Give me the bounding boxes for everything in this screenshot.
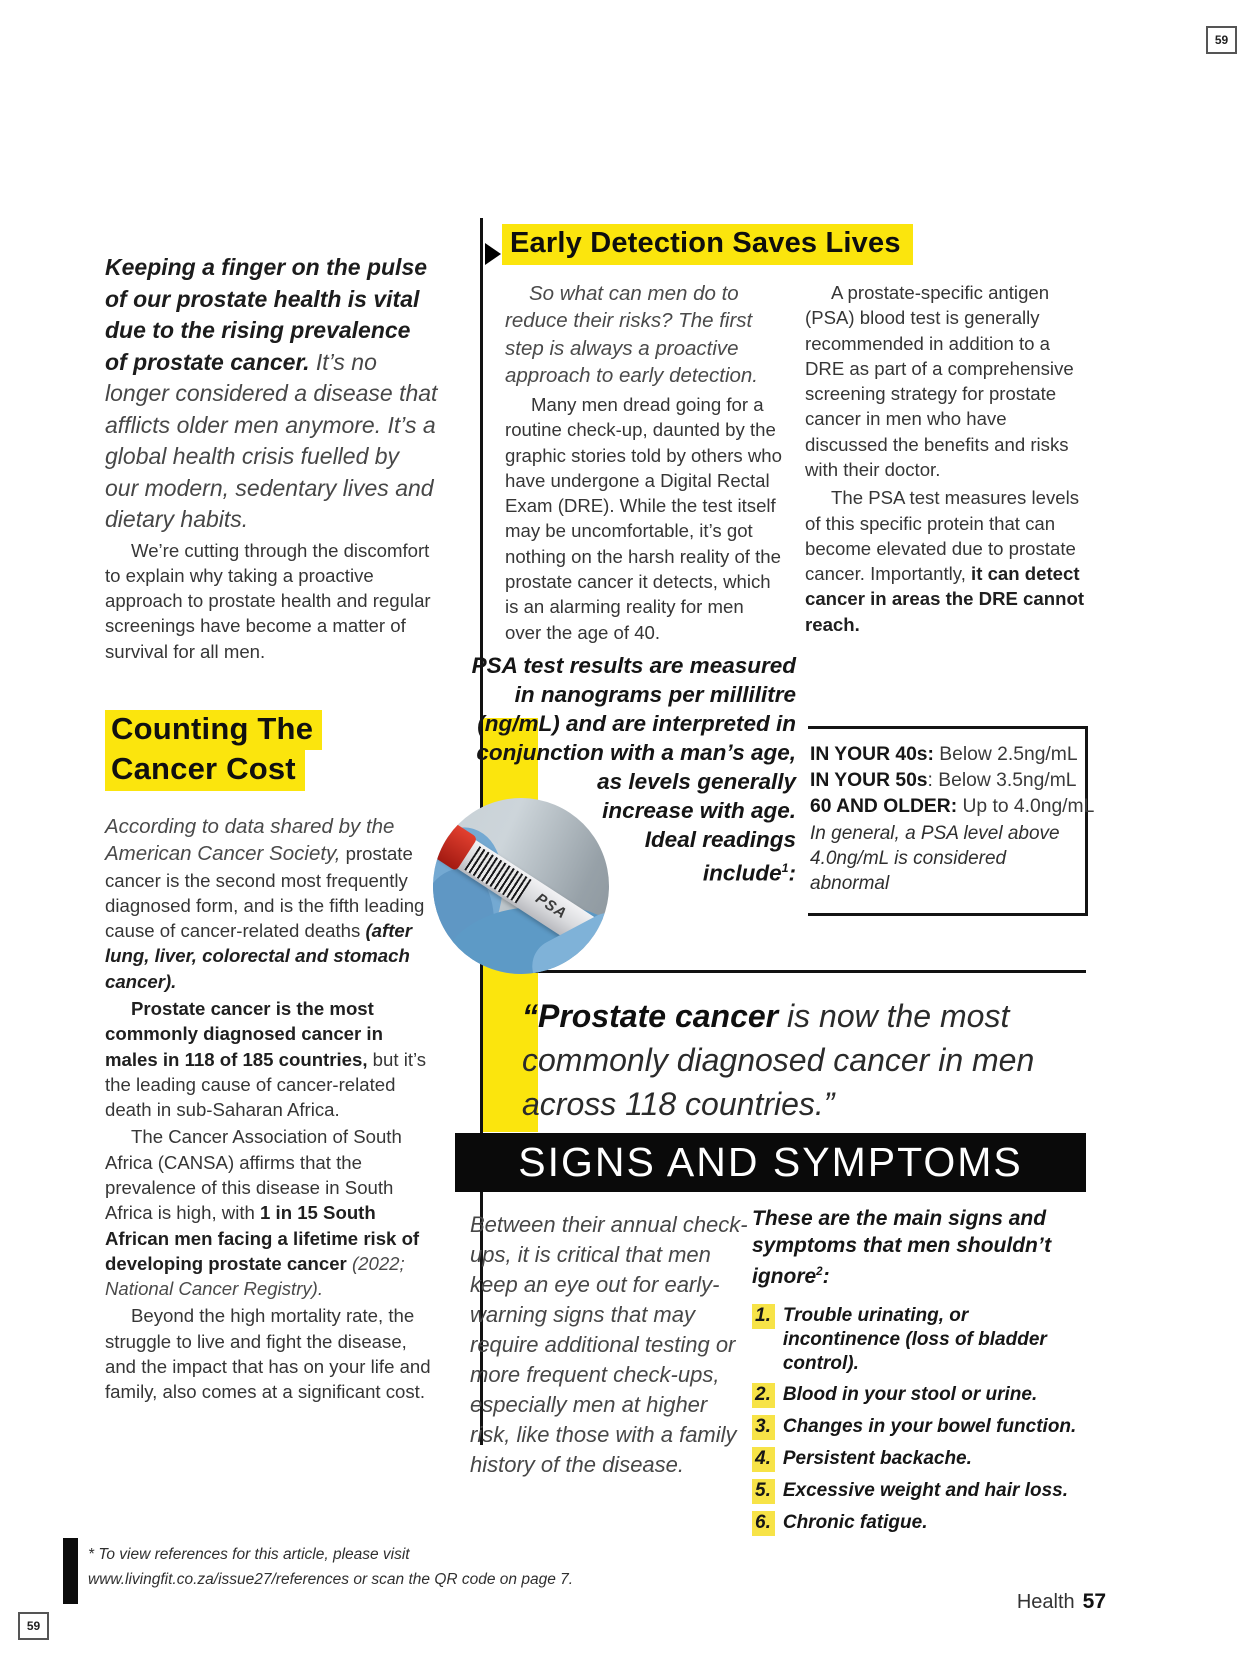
signs-intro-text: These are the main signs and symptoms that men shouldn’t ignore bbox=[752, 1207, 1052, 1288]
symptom-item bbox=[752, 1383, 1090, 1408]
counting-paragraph-3 bbox=[105, 1124, 438, 1301]
heading-line-2: Cancer Cost bbox=[105, 750, 305, 791]
page-corner-tag-top: 59 bbox=[1206, 26, 1237, 54]
signs-intro bbox=[752, 1205, 1090, 1290]
footnote-line-1: * To view references for this article, please visit bbox=[88, 1546, 410, 1563]
counting-p2-bold: Prostate cancer is the most commonly diagnosed cancer in males in 118 of 185 countries, bbox=[105, 997, 383, 1070]
symptom-text: Excessive weight and hair loss. bbox=[782, 1480, 1068, 1501]
symptom-number-badge: 6. bbox=[752, 1511, 775, 1536]
symptom-text: Changes in your bowel function. bbox=[782, 1416, 1077, 1437]
symptom-item bbox=[752, 1304, 1090, 1376]
psa-callout-text: PSA test results are measured in nanograms per millilitre (ng/mL) and are interpreted in conjunction with a man’s age, as levels generally increase with age. Ideal readings include bbox=[471, 653, 796, 886]
early-col2-paragraph-1: A prostate-specific antigen (PSA) blood test is generally recommended in addition to a DRE as part of a comprehensive screening strategy for prostate cancer in men who have discussed the benefits and risks with their doctor. bbox=[805, 282, 1074, 480]
psa-reading-value: : Below 3.5ng/mL bbox=[927, 770, 1077, 791]
footer-page-number: 57 bbox=[1082, 1590, 1106, 1613]
page-corner-tag-bottom: 59 bbox=[18, 1612, 49, 1640]
psa-reading-label: 60 AND OLDER: bbox=[810, 796, 958, 817]
psa-reading-row bbox=[810, 794, 1095, 820]
early-col2-paragraph-2 bbox=[805, 485, 1093, 637]
signs-symptoms-banner bbox=[455, 1133, 1086, 1192]
signs-intro-suffix: : bbox=[822, 1265, 830, 1288]
pull-quote bbox=[522, 994, 1090, 1126]
symptom-text: Chronic fatigue. bbox=[782, 1512, 928, 1533]
early-detection-col-2 bbox=[805, 280, 1093, 645]
symptom-text: Persistent backache. bbox=[782, 1448, 972, 1469]
intro-lead-bold: Keeping a finger on the pulse of our prostate health is vital due to the rising prevalence of prostate cancer. bbox=[105, 254, 428, 375]
symptom-number-badge: 2. bbox=[752, 1383, 775, 1408]
psa-callout-superscript: 1 bbox=[781, 861, 789, 875]
psa-readings-rows bbox=[810, 742, 1095, 820]
counting-p3-italic: (2022; National Cancer Registry). bbox=[105, 1252, 405, 1300]
early-col1-paragraph: Many men dread going for a routine check-up, daunted by the graphic stories told by others who have undergone a Digital Rectal Exam (DRE). While the test itself may be uncomfortable, it’s got nothing on the harsh reality of the prostate cancer it detects, which is an alarming reality for men over the age of 40. bbox=[505, 394, 782, 643]
psa-reading-row bbox=[810, 742, 1085, 768]
arrow-right-icon bbox=[485, 243, 501, 265]
symptom-number-badge: 5. bbox=[752, 1479, 775, 1504]
symptom-text: Blood in your stool or urine. bbox=[782, 1384, 1038, 1405]
test-tube-label: PSA bbox=[532, 890, 571, 923]
early-col2-p2-start: The PSA test measures levels of this specific protein that can become elevated due to prostate cancer. Importantly, bbox=[805, 487, 1080, 585]
counting-paragraph-2 bbox=[105, 996, 438, 1122]
psa-reading-value: Below 2.5ng/mL bbox=[933, 744, 1078, 765]
footnote-line-2: www.livingfit.co.za/issue27/references or scan the QR code on page 7. bbox=[88, 1571, 574, 1588]
symptom-list bbox=[752, 1304, 1090, 1536]
symptom-item bbox=[752, 1415, 1090, 1440]
symptom-item bbox=[752, 1511, 1090, 1536]
signs-symptoms-banner-text: SIGNS AND SYMPTOMS bbox=[518, 1139, 1023, 1185]
psa-readings-box bbox=[808, 726, 1095, 916]
footer-section-name: Health bbox=[1016, 1591, 1075, 1613]
counting-p3-start: The Cancer Association of South Africa (CANSA) affirms that the prevalence of this disease in South Africa is high, with bbox=[105, 1126, 402, 1224]
symptom-item bbox=[752, 1447, 1090, 1472]
footer-section-page bbox=[960, 1590, 1106, 1614]
psa-reading-value: Up to 4.0ng/mL bbox=[957, 796, 1095, 817]
heading-line-1: Counting The bbox=[105, 710, 322, 751]
counting-p1-italic: According to data shared by the American Cancer Society, bbox=[105, 815, 395, 866]
symptom-number-badge: 3. bbox=[752, 1415, 775, 1440]
early-detection-col-1 bbox=[505, 280, 783, 645]
intro-paragraph-2: We’re cutting through the discomfort to explain why taking a proactive approach to prostate health and regular screenings have become a matter of survival for all men. bbox=[105, 539, 431, 662]
signs-intro-superscript: 2 bbox=[816, 1266, 823, 1278]
early-detection-heading-text: Early Detection Saves Lives bbox=[502, 224, 913, 265]
signs-left-text: Between their annual check-ups, it is critical that men keep an eye out for early-warning signs that may require additional testing or more frequent check-ups, especially men at higher risk, like those with a family history of the disease. bbox=[470, 1212, 748, 1477]
pull-quote-bold: “Prostate cancer bbox=[522, 998, 779, 1034]
intro-lead bbox=[105, 252, 438, 536]
psa-reading-label: IN YOUR 50s bbox=[810, 770, 928, 791]
counting-p1-rest: prostate cancer is the second most frequently diagnosed form, and is the fifth leading cause of cancer-related deaths bbox=[105, 843, 425, 942]
symptom-number-badge: 1. bbox=[752, 1304, 775, 1329]
signs-right-column bbox=[752, 1205, 1090, 1543]
psa-test-tube-photo bbox=[433, 798, 609, 974]
counting-p1-bold-italic: (after lung, liver, colorectal and stomach cancer). bbox=[105, 920, 412, 992]
early-detection-columns bbox=[505, 280, 1093, 645]
symptom-item bbox=[752, 1479, 1090, 1504]
symptom-number-badge: 4. bbox=[752, 1447, 775, 1472]
footnote bbox=[88, 1542, 608, 1592]
left-column bbox=[105, 252, 438, 1404]
counting-p3-bold: 1 in 15 South African men facing a lifetime risk of developing prostate cancer bbox=[105, 1202, 420, 1274]
footnote-accent-bar bbox=[63, 1538, 78, 1604]
symptom-text: Trouble urinating, or incontinence (loss of bladder control). bbox=[782, 1305, 1047, 1374]
counting-paragraph-4: Beyond the high mortality rate, the struggle to live and fight the disease, and the impact that has on your life and family, also comes at a significant cost. bbox=[105, 1305, 431, 1403]
counting-cancer-cost-heading bbox=[105, 710, 438, 791]
psa-reading-row bbox=[810, 768, 1085, 794]
counting-p2-rest: but it’s the leading cause of cancer-related death in sub-Saharan Africa. bbox=[105, 1048, 427, 1121]
pull-quote-rest: is now the most commonly diagnosed cancer in men across 118 countries.” bbox=[522, 998, 1035, 1122]
early-detection-heading bbox=[502, 224, 913, 265]
intro-lead-light: It’s no longer considered a disease that afflicts older men anymore. It’s a global health crisis fuelled by our modern, sedentary lives and dietary habits. bbox=[105, 348, 438, 532]
psa-reading-label: IN YOUR 40s: bbox=[810, 744, 934, 765]
early-col1-lead: So what can men do to reduce their risks? The first step is always a proactive approach to early detection. bbox=[505, 282, 758, 387]
psa-callout-suffix: : bbox=[788, 860, 796, 886]
counting-paragraph-1 bbox=[105, 813, 438, 994]
early-col2-p2-bold: it can detect cancer in areas the DRE cannot reach. bbox=[805, 563, 1085, 635]
psa-reading-note: In general, a PSA level above 4.0ng/mL is considered abnormal bbox=[810, 823, 1060, 894]
